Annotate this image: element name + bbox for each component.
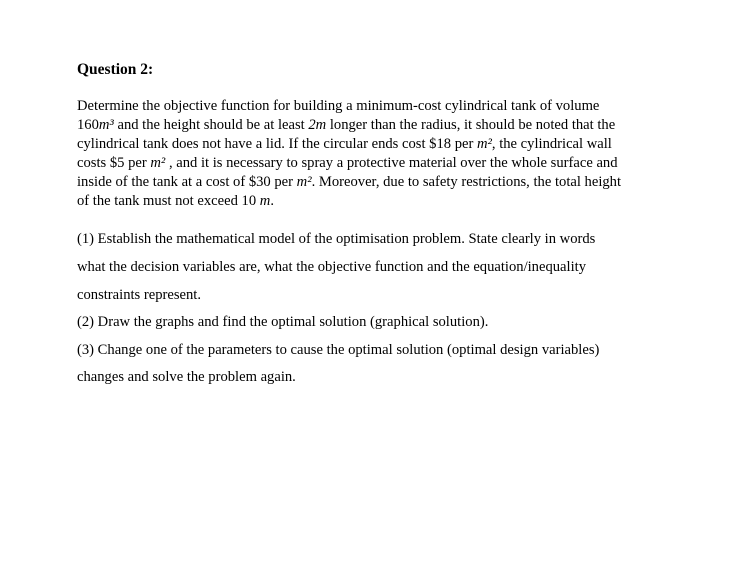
text-run: cylindrical tank does not have a lid. If the circular ends cost $18 per bbox=[77, 136, 477, 152]
math-unit: m² bbox=[296, 174, 312, 190]
paragraph-line-4 bbox=[77, 154, 618, 173]
text-run: Determine the objective function for building a minimum-cost cylindrical tank of volume bbox=[77, 98, 600, 114]
paragraph-line-5 bbox=[77, 173, 621, 192]
text-run: inside of the tank at a cost of $30 per bbox=[77, 174, 297, 190]
paragraph-line-3 bbox=[77, 135, 612, 154]
paragraph-line-6 bbox=[77, 192, 274, 211]
text-run: longer than the radius, it should be noted that the bbox=[326, 117, 616, 133]
part-line-1: (1) Establish the mathematical model of the optimisation problem. State clearly in words bbox=[77, 231, 596, 247]
paragraph-line-2 bbox=[77, 116, 615, 135]
part-line-5: (3) Change one of the parameters to cause the optimal solution (optimal design variables) bbox=[77, 342, 600, 358]
text-run: , and it is necessary to spray a protective material over the whole surface and bbox=[165, 155, 618, 171]
part-line-4: (2) Draw the graphs and find the optimal solution (graphical solution). bbox=[77, 314, 489, 330]
part-line-2: what the decision variables are, what the objective function and the equation/inequality bbox=[77, 259, 586, 275]
text-run: , the cylindrical wall bbox=[491, 136, 612, 152]
text-run: 160 bbox=[77, 117, 99, 133]
math-unit: 2m bbox=[308, 117, 327, 133]
text-run: of the tank must not exceed 10 bbox=[77, 193, 260, 209]
math-unit: m bbox=[259, 193, 271, 209]
text-run: and the height should be at least bbox=[113, 117, 309, 133]
math-unit: m² bbox=[476, 136, 492, 152]
text-run: costs $5 per bbox=[77, 155, 151, 171]
math-unit: m³ bbox=[98, 117, 114, 133]
part-line-6: changes and solve the problem again. bbox=[77, 369, 296, 385]
math-unit: m² bbox=[150, 155, 166, 171]
paragraph-line-1 bbox=[77, 97, 599, 116]
text-run: . Moreover, due to safety restrictions, the total height bbox=[311, 174, 622, 190]
text-run: . bbox=[270, 193, 274, 209]
question-heading: Question 2: bbox=[77, 61, 154, 78]
part-line-3: constraints represent. bbox=[77, 287, 202, 303]
